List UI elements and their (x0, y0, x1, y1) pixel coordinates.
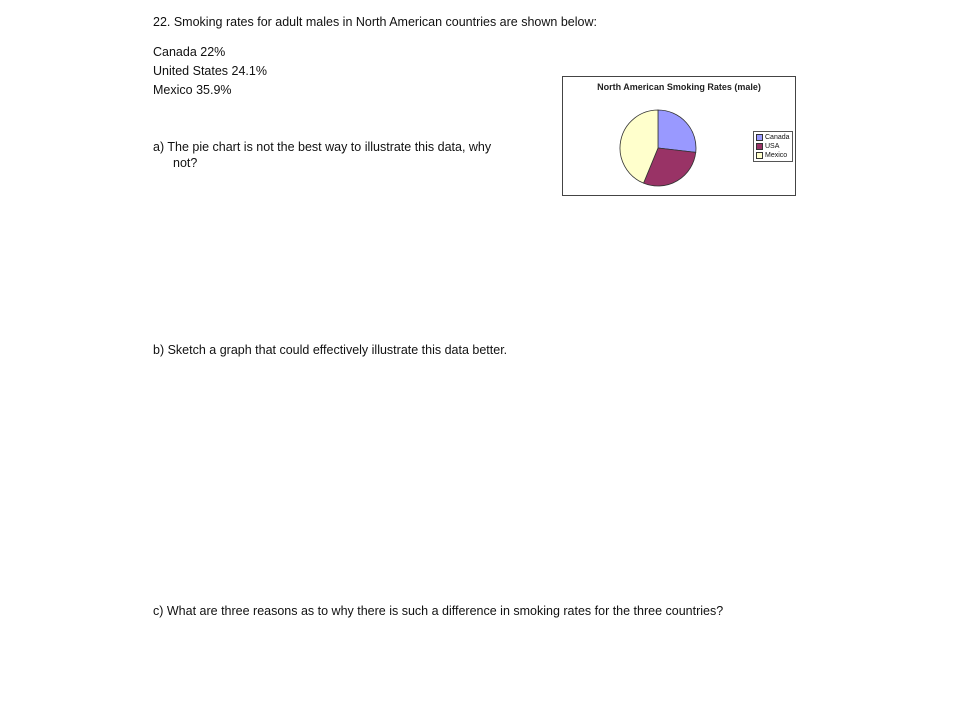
legend-swatch (756, 143, 763, 150)
chart-legend (753, 131, 793, 162)
pie-slice-canada (658, 110, 696, 152)
legend-item (756, 151, 790, 160)
legend-item (756, 142, 790, 151)
pie-chart (562, 76, 796, 196)
rate-mexico: Mexico 35.9% (153, 83, 232, 97)
legend-label: Canada (765, 134, 790, 141)
legend-swatch (756, 134, 763, 141)
question-heading: 22. Smoking rates for adult males in North American countries are shown below: (153, 15, 597, 29)
rate-usa: United States 24.1% (153, 64, 267, 78)
legend-swatch (756, 152, 763, 159)
legend-label: Mexico (765, 152, 788, 159)
part-c-question: c) What are three reasons as to why there is such a difference in smoking rates for the three countries? (153, 604, 724, 618)
part-b-question: b) Sketch a graph that could effectively illustrate this data better. (153, 343, 508, 357)
rate-canada: Canada 22% (153, 45, 226, 59)
chart-title: North American Smoking Rates (male) (597, 82, 761, 92)
part-a-question: a) The pie chart is not the best way to illustrate this data, why (153, 140, 492, 154)
legend-item (756, 133, 790, 142)
part-a-question-cont: not? (173, 156, 198, 170)
legend-label: USA (765, 143, 780, 150)
